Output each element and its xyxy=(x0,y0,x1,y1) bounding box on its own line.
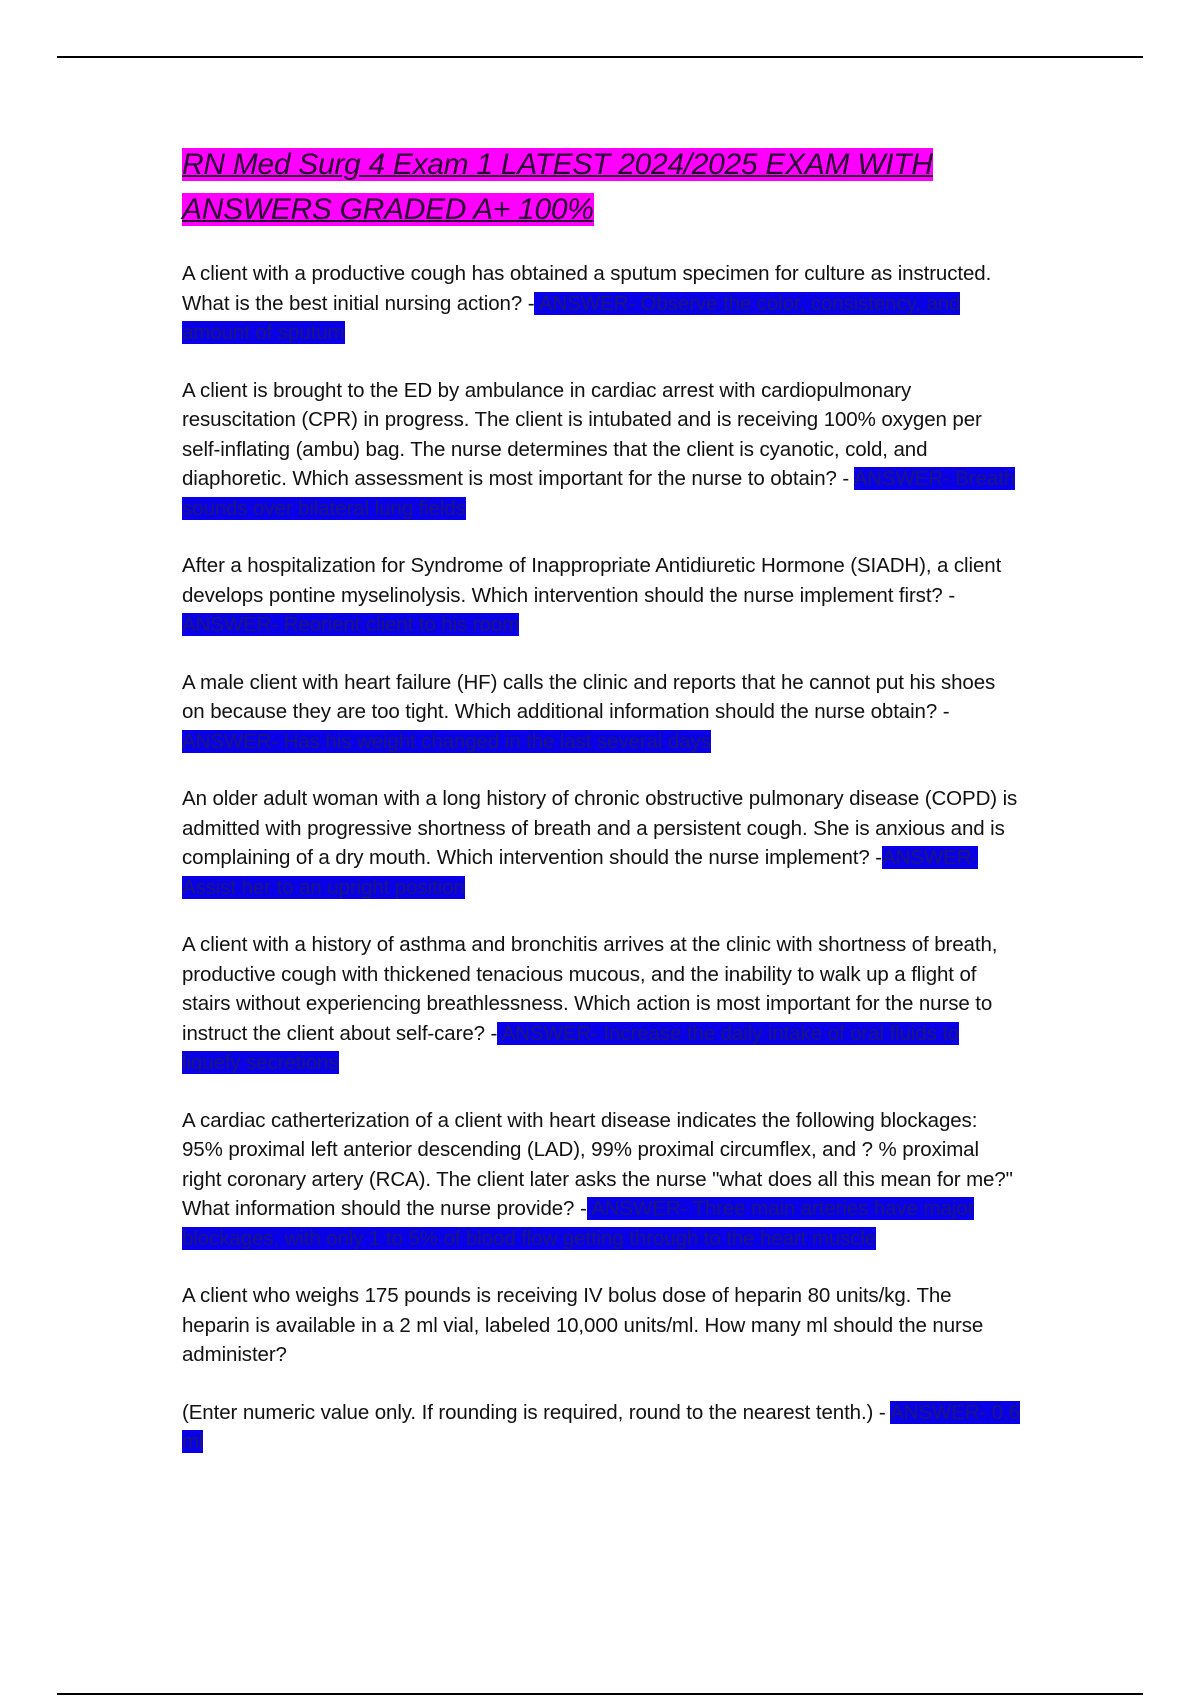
question-text: A male client with heart failure (HF) calls the clinic and reports that he cannot put his shoes on because they are too tight. Which additional information should the nurse obtain? - xyxy=(182,670,996,723)
answer-highlight: ANSWER- Assist her to an upright position xyxy=(182,846,979,899)
question-text: A client is brought to the ED by ambulance in cardiac arrest with cardiopulmonary resuscitation (CPR) in progress. The client is intubated and is receiving 100% oxygen per self-inflating (ambu) bag. The nurse determines that the client is cyanotic, cold, and diaphoretic. Which assessment is most important for the nurse to obtain? - xyxy=(182,378,982,490)
answer-highlight: ANSWER- Has his weight changed in the last several days xyxy=(182,729,711,753)
question-text: A cardiac catherterization of a client with heart disease indicates the following blockages: 95% proximal left anterior descending (LAD), 99% proximal circumflex, and ? % proximal right coronary artery (RCA). The client later asks the nurse "what does all this mean for me?" What information should the nurse provide? - xyxy=(182,1108,1013,1220)
qa-item xyxy=(182,376,1020,524)
answer-highlight: ANSWER- 0.6 ml xyxy=(182,1400,1020,1453)
page-header-rule xyxy=(57,56,1143,58)
qa-item xyxy=(182,259,1020,348)
qa-item xyxy=(182,1398,1020,1457)
document-title xyxy=(182,142,1020,232)
question-text: An older adult woman with a long history of chronic obstructive pulmonary disease (COPD) is admitted with progressive shortness of breath and a persistent cough. She is anxious and is complaining of a dry mouth. Which intervention should the nurse implement? - xyxy=(182,787,1018,869)
answer-highlight: ANSWER- Observe the color, consistency, and amount of sputum xyxy=(182,291,961,344)
question-text: A client who weighs 175 pounds is receiving IV bolus dose of heparin 80 units/kg. The heparin is available in a 2 ml vial, labeled 10,000 units/ml. How many ml should the nurse administer? xyxy=(182,1284,984,1366)
qa-item xyxy=(182,1106,1020,1254)
answer-highlight: ANSWER- Breath sounds over bilateral lung fields xyxy=(182,467,1016,520)
answer-highlight: ANSWER- Reorient client to his room xyxy=(182,613,520,636)
qa-item xyxy=(182,668,1020,757)
answer-highlight: ANSWER- Three main arteries have major blockages, with only 1 to 5% of blood flow getting through to the heart muscle xyxy=(182,1197,975,1250)
document-body xyxy=(182,142,1020,1485)
title-highlight: RN Med Surg 4 Exam 1 LATEST 2024/2025 EXAM WITH ANSWERS GRADED A+ 100% xyxy=(182,148,933,226)
question-text: A client with a productive cough has obtained a sputum specimen for culture as instructed. What is the best initial nursing action? - xyxy=(182,262,992,315)
qa-item xyxy=(182,784,1020,902)
qa-item xyxy=(182,551,1020,640)
page-footer-rule xyxy=(57,1693,1143,1695)
question-text: A client with a history of asthma and bronchitis arrives at the clinic with shortness of breath, productive cough with thickened tenacious mucous, and the inability to walk up a flight of stairs without experiencing breathlessness. Which action is most important for the nurse to instruct the client about self-care? - xyxy=(182,933,998,1045)
question-text: (Enter numeric value only. If rounding is required, round to the nearest tenth.) - xyxy=(182,1400,886,1424)
answer-highlight: ANSWER- Increase the daily intake of oral fluids to liquefy secretions xyxy=(182,1021,960,1074)
question-text: After a hospitalization for Syndrome of Inappropriate Antidiuretic Hormone (SIADH), a client develops pontine myselinolysis. Which intervention should the nurse implement first? - xyxy=(182,554,1002,607)
qa-item xyxy=(182,930,1020,1078)
qa-item xyxy=(182,1281,1020,1370)
